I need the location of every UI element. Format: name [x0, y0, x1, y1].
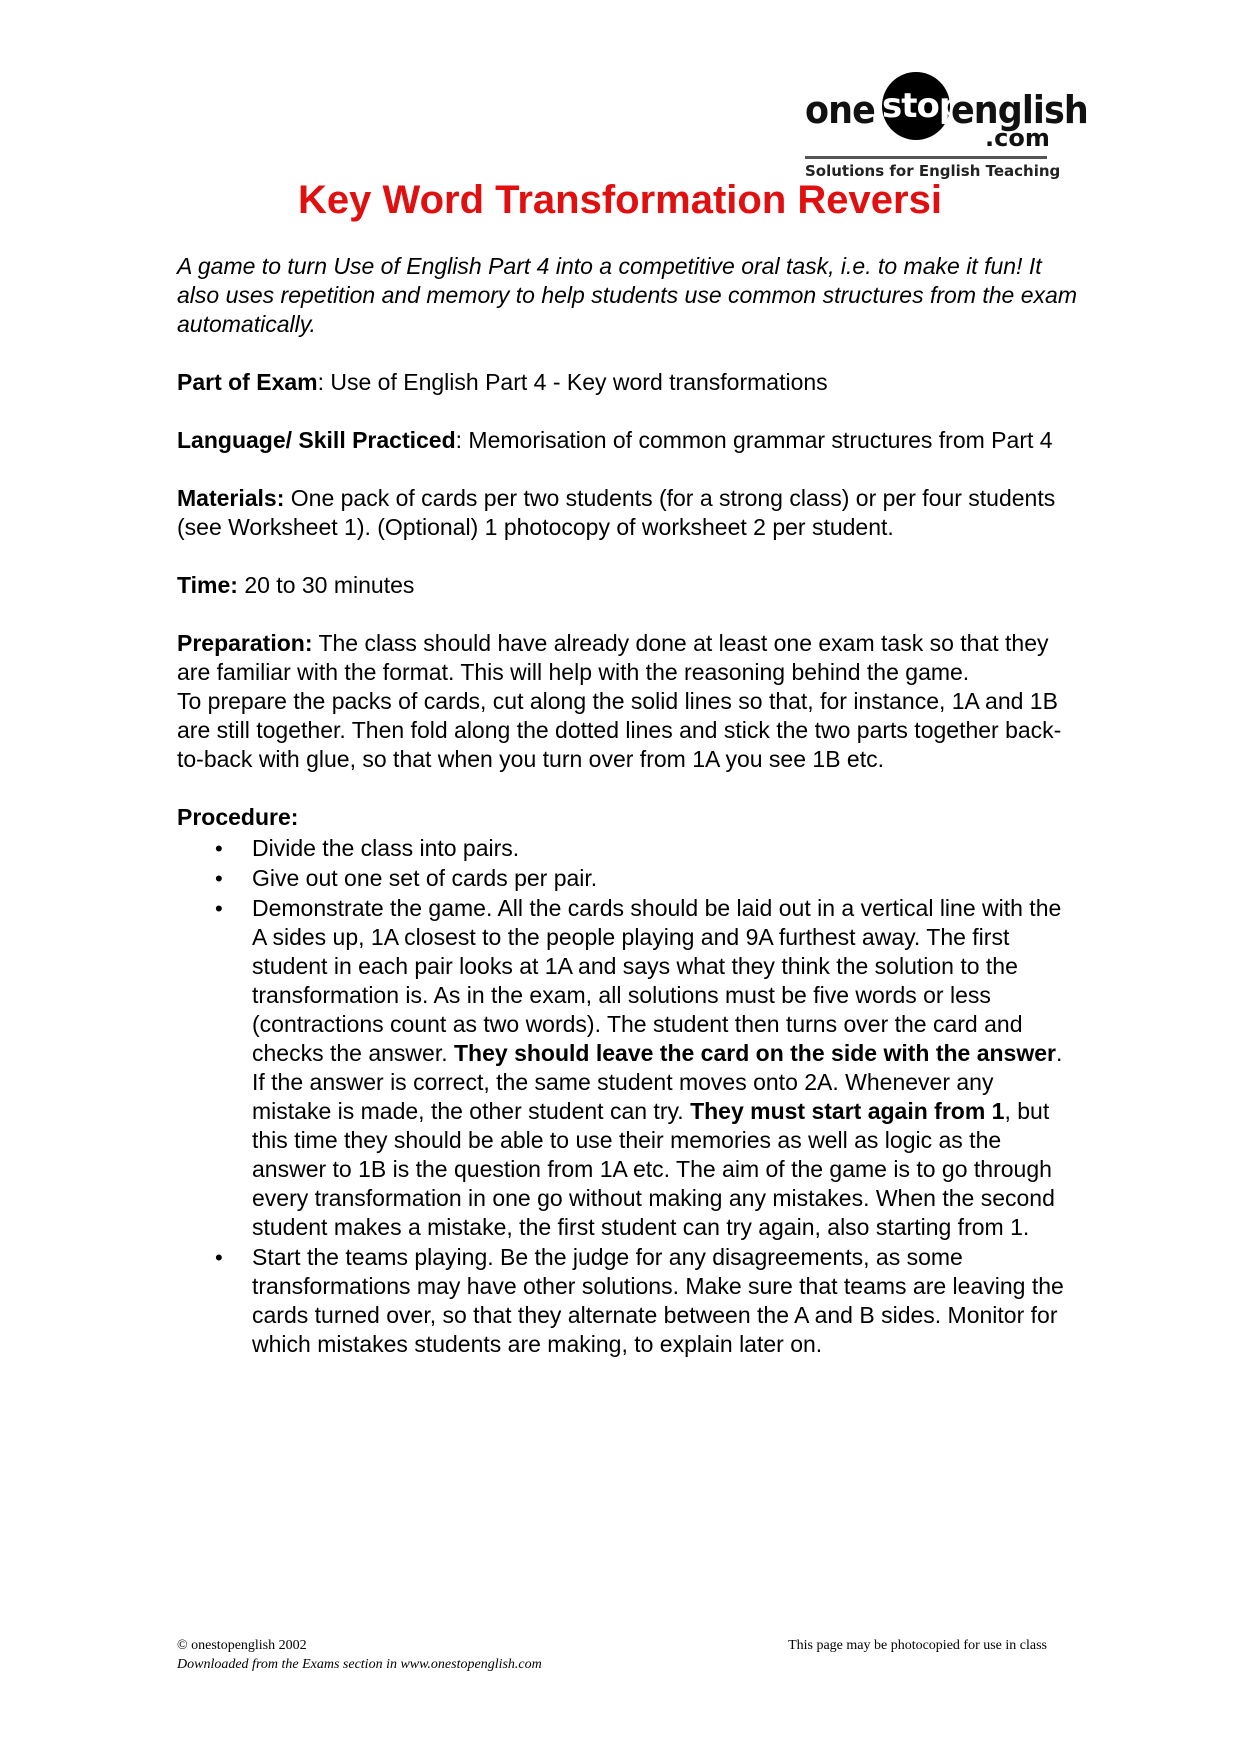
- part-of-exam-label: Part of Exam: [177, 369, 318, 395]
- intro-paragraph: A game to turn Use of English Part 4 into a competitive oral task, i.e. to make it fun! It also uses repetition and memory to help students use common structures from the exam automatically.: [177, 253, 1077, 337]
- procedure-heading: Procedure:: [177, 804, 299, 830]
- preparation-paragraph-2: To prepare the packs of cards, cut along the solid lines so that, for instance, 1A and 1B are still together. Then fold along the dotted lines and stick the two parts together back-to-back with glue, so that when you turn over from 1A you see 1B etc.: [177, 688, 1062, 772]
- footer-copyright: © onestopenglish 2002: [177, 1638, 307, 1653]
- preparation-paragraph: [177, 629, 1077, 687]
- logo-word-english: english: [951, 88, 1088, 132]
- preparation-label: Preparation:: [177, 630, 313, 656]
- time-paragraph: [177, 571, 1077, 600]
- time-label: Time:: [177, 572, 238, 598]
- procedure-list: [177, 834, 1077, 1359]
- language-skill-label: Language/ Skill Practiced: [177, 427, 456, 453]
- part-of-exam-text: : Use of English Part 4 - Key word transformations: [317, 369, 828, 395]
- list-item: • Give out one set of cards per pair.: [252, 864, 1077, 893]
- materials-label: Materials:: [177, 485, 285, 511]
- page-title: Key Word Transformation Reversi: [298, 178, 942, 222]
- logo-divider: [805, 156, 1047, 159]
- step3-bold-b: They should leave the card on the side with the answer: [454, 1040, 1056, 1066]
- language-skill-text: : Memorisation of common grammar structures from Part 4: [455, 427, 1053, 453]
- footer-download-source: Downloaded from the Exams section in www.onestopenglish.com: [177, 1657, 542, 1672]
- step3-text-e: , but this time they should be able to use their memories as well as logic as the answer to 1B is the question from 1A etc. The aim of the game is to go through every transformation in one go without making any mistakes. When the second student makes a mistake, the first student can try again, also starting from 1.: [252, 1098, 1055, 1240]
- onestopenglish-logo: [805, 72, 1088, 182]
- language-skill-paragraph: [177, 426, 1077, 455]
- step3-text-a: Demonstrate the game. All the cards should be laid out in a vertical line with the A sides up, 1A closest to the people playing and 9A furthest away. The first student in each pair looks at 1A and says what they think the solution to the transformation is. As in the exam, all solutions must be five words or less (contractions count as two words). The student then turns over the card and checks the answer.: [252, 895, 1062, 1066]
- materials-paragraph: [177, 484, 1077, 542]
- logo-dotcom: .com: [985, 124, 1050, 152]
- step3-text-c: . If the answer is correct, the same student moves onto 2A. Whenever any mistake is made, the other student can try.: [252, 1040, 1063, 1124]
- list-item: • Start the teams playing. Be the judge for any disagreements, as some transformations may have other solutions. Make sure that teams are leaving the cards turned over, so that they alternate between the A and B sides. Monitor for which mistakes students are making, to explain later on.: [252, 1243, 1077, 1359]
- logo-word-stop: stop: [882, 86, 963, 126]
- footer-photocopy-note: This page may be photocopied for use in class: [788, 1638, 1047, 1653]
- document-body: [177, 252, 1077, 1360]
- logo-word-one: one: [805, 88, 875, 132]
- preparation-text: The class should have already done at least one exam task so that they are familiar with the format. This will help with the reasoning behind the game.: [177, 630, 1049, 685]
- list-item: • Divide the class into pairs.: [252, 834, 1077, 863]
- logo-stop-circle: [882, 72, 963, 140]
- page-footer: [177, 1636, 1047, 1674]
- materials-text: One pack of cards per two students (for a strong class) or per four students (see Worksheet 1). (Optional) 1 photocopy of worksheet 2 per student.: [177, 485, 1056, 540]
- logo-tagline: Solutions for English Teaching: [805, 162, 1061, 180]
- step3-bold-d: They must start again from 1: [690, 1098, 1005, 1124]
- part-of-exam-paragraph: [177, 368, 1077, 397]
- list-item: [252, 894, 1077, 1242]
- time-text: 20 to 30 minutes: [237, 572, 415, 598]
